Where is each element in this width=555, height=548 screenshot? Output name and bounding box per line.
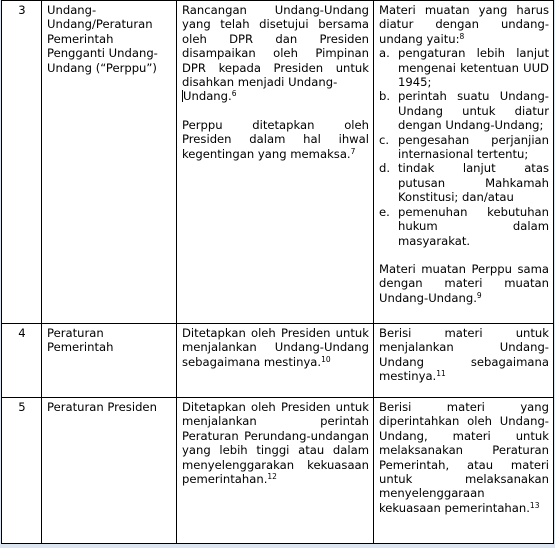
list-item: d. tindak lanjut atas putusan Mahkamah Konstitusi; dan/atau <box>379 161 549 205</box>
formation-process-cell <box>177 1 374 324</box>
regulation-name: Peraturan Presiden <box>42 398 177 544</box>
material-outro: Materi muatan Perppu sama dengan materi muatan Undang-Undang.$^9$ <box>379 261 549 305</box>
material-intro: Materi muatan yang harus diatur dengan undang-undang yaitu:$^8$ <box>379 3 549 46</box>
footnote-ref: 8 <box>459 31 465 41</box>
footnote-ref: 9 <box>476 290 482 300</box>
footnote-ref: 11 <box>436 369 446 379</box>
table-row <box>2 324 554 398</box>
footnote-ref: 10 <box>321 354 331 364</box>
regulation-name: Undang-Undang/Peraturan Pemerintah Pengganti Undang-Undang (“Perppu”) <box>42 1 177 324</box>
row-number: 3 <box>2 1 42 324</box>
list-item: e. pemenuhan kebutuhan hukum dalam masyarakat. <box>379 204 549 248</box>
list-item: a. pengaturan lebih lanjut mengenai ketentuan UUD 1945; <box>379 46 549 90</box>
list-item: c. pengesahan perjanjian internasional tertentu; <box>379 132 549 162</box>
regulation-name: Peraturan Pemerintah <box>42 324 177 398</box>
material-content-cell: Berisi materi yang diperintahkan oleh Undang-Undang, materi untuk melaksanakan Peraturan Pemerintah, atau materi untuk melaksanakan menyelenggaraan kekuasaan pemerintahan.$^{13}$ <box>374 398 554 544</box>
footnote-ref: 6 <box>231 89 237 99</box>
list-item: b. perintah suatu Undang-Undang untuk diatur dengan Undang-Undang; <box>379 89 549 133</box>
row-number: 5 <box>2 398 42 544</box>
table-row <box>2 398 554 544</box>
footnote-ref: 12 <box>267 472 277 482</box>
regulation-hierarchy-table <box>1 0 554 544</box>
process-paragraph: Rancangan Undang-Undang yang telah disetujui bersama oleh DPR dan Presiden disampaikan oleh Pimpinan DPR kepada Presiden untuk disahkan menjadi Undang- Undang.$^6$ <box>182 3 369 104</box>
formation-process-cell: Ditetapkan oleh Presiden untuk menjalankan perintah Peraturan Perundang-undangan yang lebih tinggi atau dalam menyelenggarakan kekuasaan pemerintahan.$^{12}$ <box>177 398 374 544</box>
table-row <box>2 1 554 324</box>
formation-process-cell: Ditetapkan oleh Presiden untuk menjalankan Undang-Undang sebagaimana mestinya.$^{10}$ <box>177 324 374 398</box>
row-number: 4 <box>2 324 42 398</box>
footnote-ref: 13 <box>529 500 540 510</box>
material-content-cell: Berisi materi untuk menjalankan Undang-Undang sebagaimana mestinya.$^{11}$ <box>374 324 554 398</box>
footnote-ref: 7 <box>350 146 356 156</box>
process-paragraph: Perppu ditetapkan oleh Presiden dalam hal ihwal kegentingan yang memaksa.$^7$ <box>182 117 369 161</box>
material-list <box>379 46 549 248</box>
material-content-cell <box>374 1 554 324</box>
